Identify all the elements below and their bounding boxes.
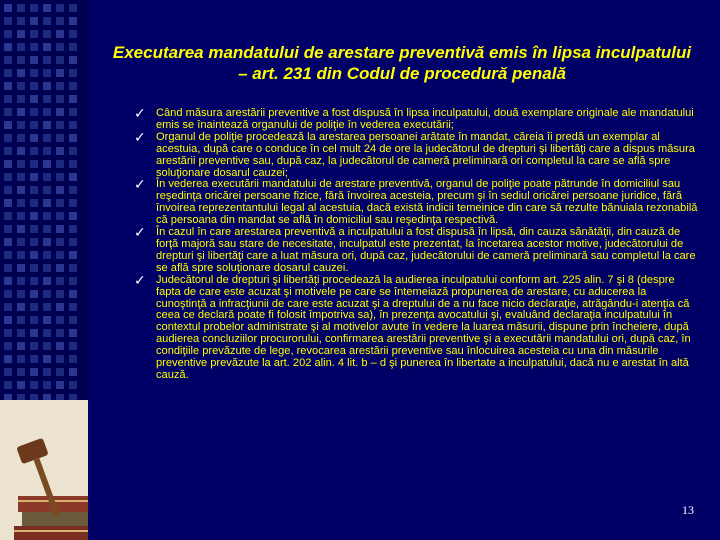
decorative-square — [56, 316, 64, 324]
decorative-square — [56, 173, 64, 181]
decorative-square — [56, 303, 64, 311]
decorative-square — [56, 251, 64, 259]
gavel-and-books-icon — [0, 400, 88, 540]
decorative-square — [4, 290, 12, 298]
decorative-square — [4, 329, 12, 337]
decorative-square — [30, 225, 38, 233]
slide-title: Executarea mandatului de arestare preventivă emis în lipsa inculpatului – art. 231 din Codul de procedură penală — [112, 43, 692, 83]
decorative-square — [30, 199, 38, 207]
decorative-square — [4, 160, 12, 168]
decorative-square — [43, 303, 51, 311]
decorative-square — [17, 212, 25, 220]
checkmark-icon: ✓ — [134, 106, 146, 122]
decorative-square — [56, 238, 64, 246]
decorative-square — [4, 225, 12, 233]
decorative-square — [30, 43, 38, 51]
decorative-square — [4, 69, 12, 77]
decorative-square — [69, 290, 77, 298]
decorative-square — [43, 238, 51, 246]
bullet-item — [120, 272, 698, 382]
decorative-square — [43, 329, 51, 337]
bullet-text: Când măsura arestării preventive a fost dispusă în lipsa inculpatului, două exemplare originale ale mandatului emis se înaintează organului de poliţie în vederea executării; — [156, 107, 694, 131]
checkmark-icon: ✓ — [134, 129, 146, 146]
decorative-square — [17, 121, 25, 129]
decorative-square — [4, 43, 12, 51]
decorative-square — [56, 95, 64, 103]
decorative-square — [4, 342, 12, 350]
decorative-square — [69, 368, 77, 376]
decorative-square — [56, 355, 64, 363]
decorative-square — [30, 212, 38, 220]
decorative-square — [43, 186, 51, 194]
bullet-item — [120, 108, 698, 132]
checkmark-icon: ✓ — [134, 272, 146, 289]
decorative-square — [4, 212, 12, 220]
decorative-square — [30, 173, 38, 181]
decorative-square — [69, 251, 77, 259]
decorative-square — [56, 264, 64, 272]
decorative-square — [69, 17, 77, 25]
decorative-square — [4, 56, 12, 64]
decorative-square — [17, 303, 25, 311]
decorative-square — [4, 316, 12, 324]
decorative-square — [4, 381, 12, 389]
decorative-square — [69, 238, 77, 246]
decorative-square — [69, 277, 77, 285]
bullet-text: Organul de poliţie procedează la arestarea persoanei arătate în mandat, căreia îi predă un exemplar al acestuia, după care o conduce în cel mult 24 de ore la judecătorul de drepturi şi libertăţi care a dispus măsura arestării preventive sau, după caz, la judecătorul de cameră preliminară ori completul la care se află spre soluţionare dosarul cauzei; — [156, 130, 695, 179]
decorative-square — [56, 290, 64, 298]
decorative-square — [43, 160, 51, 168]
decorative-square — [43, 147, 51, 155]
decorative-square — [4, 4, 12, 12]
decorative-square — [4, 199, 12, 207]
decorative-square — [69, 173, 77, 181]
decorative-square — [30, 368, 38, 376]
decorative-square — [17, 69, 25, 77]
decorative-square — [30, 316, 38, 324]
decorative-square — [43, 56, 51, 64]
decorative-square — [30, 238, 38, 246]
decorative-square — [56, 4, 64, 12]
decorative-square — [4, 147, 12, 155]
decorative-square — [4, 30, 12, 38]
decorative-square — [17, 251, 25, 259]
decorative-square — [4, 355, 12, 363]
decorative-square — [43, 264, 51, 272]
decorative-square — [43, 225, 51, 233]
decorative-square — [30, 277, 38, 285]
decorative-square — [43, 134, 51, 142]
decorative-square — [30, 342, 38, 350]
decorative-square — [56, 342, 64, 350]
decorative-square — [17, 342, 25, 350]
decorative-square — [69, 381, 77, 389]
decorative-square — [69, 199, 77, 207]
decorative-square — [17, 355, 25, 363]
decorative-square — [69, 186, 77, 194]
decorative-square — [69, 160, 77, 168]
decorative-square — [43, 69, 51, 77]
decorative-square — [4, 303, 12, 311]
bullet-item — [120, 227, 698, 275]
decorative-square — [17, 147, 25, 155]
bullet-item — [120, 129, 698, 180]
decorative-square — [43, 95, 51, 103]
decorative-square — [4, 95, 12, 103]
decorative-square — [56, 134, 64, 142]
decorative-square — [30, 108, 38, 116]
decorative-square — [4, 82, 12, 90]
bullet-text: În vederea executării mandatului de arestare preventivă, organul de poliţie poate pătrunde în domiciliul sau reşedinţa oricărei persoane fizice, fără învoirea acesteia, precum şi în sediul oricărei persoane juridice, fără învoirea reprezentantului legal al acestuia, dacă există indicii temeinice din care să rezulte bănuiala rezonabilă că persoana din mandat se află în domiciliul sau reşedinţa respectivă. — [156, 178, 698, 227]
decorative-square — [69, 147, 77, 155]
decorative-square — [56, 225, 64, 233]
decorative-square — [56, 212, 64, 220]
decorative-square — [43, 43, 51, 51]
decorative-square — [43, 30, 51, 38]
decorative-square — [56, 368, 64, 376]
decorative-square — [30, 355, 38, 363]
decorative-square — [56, 329, 64, 337]
decorative-square — [17, 264, 25, 272]
decorative-square — [4, 251, 12, 259]
decorative-square — [69, 108, 77, 116]
decorative-square — [17, 30, 25, 38]
decorative-square — [30, 160, 38, 168]
decorative-square — [69, 4, 77, 12]
decorative-square — [4, 186, 12, 194]
decorative-square — [69, 121, 77, 129]
decorative-square — [69, 212, 77, 220]
decorative-square — [4, 173, 12, 181]
bullet-text: Judecătorul de drepturi şi libertăţi procedează la audierea inculpatului conform art. 225 alin. 7 şi 8 (despre fapta de care este acuzat şi motivele pe care se întemeiază propunerea de arestare, cu aducerea la cunoştinţă a infracţiunii de care este acuzat şi a dreptului de a nu face nicio declaraţie, atrăgându-i atenţia că ceea ce declară poate fi folosit împotriva sa), în prezenţa avocatului şi, evaluând declaraţia inculpatului în contextul probelor administrate şi al motivelor avute în vedere la luarea măsurii, dispune prin încheiere, după audierea concluziilor procurorului, confirmarea arestării preventive şi a executării mandatului ori, după caz, în condiţiile prevăzute de lege, revocarea arestării preventive sau înlocuirea acesteia cu una din măsurile preventive prevăzute la art. 202 alin. 4 lit. b – d şi punerea în libertate a inculpatului, dacă nu e arestat în altă cauză. — [156, 273, 691, 381]
decorative-square — [69, 316, 77, 324]
decorative-square — [17, 368, 25, 376]
decorative-square — [17, 134, 25, 142]
decorative-square — [4, 134, 12, 142]
decorative-square — [4, 238, 12, 246]
decorative-square — [4, 277, 12, 285]
decorative-square — [17, 17, 25, 25]
decorative-square — [4, 17, 12, 25]
decorative-square — [43, 4, 51, 12]
decorative-square — [43, 17, 51, 25]
decorative-square — [56, 277, 64, 285]
decorative-square — [43, 82, 51, 90]
decorative-square — [56, 381, 64, 389]
decorative-square — [56, 121, 64, 129]
decorative-square — [17, 43, 25, 51]
decorative-square — [56, 186, 64, 194]
decorative-square — [30, 329, 38, 337]
decorative-square — [56, 30, 64, 38]
decorative-square — [4, 264, 12, 272]
decorative-square — [69, 225, 77, 233]
decorative-square — [30, 264, 38, 272]
decorative-square — [17, 199, 25, 207]
decorative-square — [30, 147, 38, 155]
decorative-square — [69, 329, 77, 337]
decorative-square — [56, 147, 64, 155]
decorative-square — [43, 108, 51, 116]
page-number: 13 — [682, 503, 694, 517]
bullet-item — [120, 179, 698, 227]
decorative-square — [43, 199, 51, 207]
decorative-square — [30, 251, 38, 259]
decorative-square — [17, 108, 25, 116]
decorative-square — [30, 30, 38, 38]
checkmark-icon: ✓ — [134, 225, 146, 242]
decorative-square — [4, 108, 12, 116]
decorative-square — [30, 381, 38, 389]
decorative-square — [56, 43, 64, 51]
decorative-square — [69, 264, 77, 272]
decorative-square — [17, 290, 25, 298]
decorative-square — [69, 30, 77, 38]
decorative-square — [56, 69, 64, 77]
decorative-square — [43, 212, 51, 220]
decorative-square — [69, 303, 77, 311]
decorative-square — [69, 69, 77, 77]
decorative-square — [69, 56, 77, 64]
decorative-square — [17, 56, 25, 64]
decorative-square — [30, 4, 38, 12]
decorative-square — [43, 173, 51, 181]
bullet-list — [120, 108, 698, 382]
decorative-square — [30, 134, 38, 142]
decorative-square — [56, 199, 64, 207]
decorative-square — [69, 43, 77, 51]
decorative-square — [17, 381, 25, 389]
decorative-square — [17, 329, 25, 337]
decorative-square — [17, 82, 25, 90]
decorative-square — [17, 238, 25, 246]
decorative-square — [4, 121, 12, 129]
decorative-square — [69, 355, 77, 363]
decorative-square — [43, 381, 51, 389]
decorative-square — [43, 342, 51, 350]
decorative-square — [30, 303, 38, 311]
decorative-square — [4, 368, 12, 376]
decorative-square — [56, 108, 64, 116]
decorative-square — [30, 186, 38, 194]
decorative-square — [56, 56, 64, 64]
decorative-square — [69, 342, 77, 350]
decorative-square — [30, 56, 38, 64]
decorative-square — [43, 368, 51, 376]
decorative-square — [43, 355, 51, 363]
decorative-square — [56, 17, 64, 25]
decorative-square — [56, 82, 64, 90]
decorative-square — [17, 316, 25, 324]
decorative-square — [69, 95, 77, 103]
decorative-square — [56, 160, 64, 168]
decorative-square — [17, 225, 25, 233]
decorative-square — [43, 316, 51, 324]
decorative-square — [69, 134, 77, 142]
decorative-square — [17, 95, 25, 103]
decorative-square — [30, 95, 38, 103]
decorative-square — [30, 17, 38, 25]
bullet-text: În cazul în care arestarea preventivă a inculpatului a fost dispusă în lipsă, din cauza sănătăţii, din cauză de forţă majoră sau stare de necesitate, inculpatul este prezentat, la încetarea acestor motive, judecătorului de drepturi şi libertăţi care a luat măsura ori, după caz, judecătorului de cameră preliminară sau completul la care se află spre soluţionare dosarul cauzei. — [156, 226, 696, 274]
decorative-square — [17, 173, 25, 181]
decorative-square — [43, 251, 51, 259]
decorative-square-grid — [4, 4, 84, 424]
decorative-square — [30, 69, 38, 77]
decorative-square — [17, 160, 25, 168]
decorative-square — [30, 82, 38, 90]
decorative-square — [43, 277, 51, 285]
decorative-square — [17, 277, 25, 285]
decorative-square — [43, 121, 51, 129]
checkmark-icon: ✓ — [134, 177, 146, 194]
decorative-square — [17, 4, 25, 12]
decorative-square — [30, 290, 38, 298]
left-decorative-band — [0, 0, 88, 540]
decorative-square — [17, 186, 25, 194]
decorative-square — [43, 290, 51, 298]
decorative-square — [69, 82, 77, 90]
decorative-square — [30, 121, 38, 129]
